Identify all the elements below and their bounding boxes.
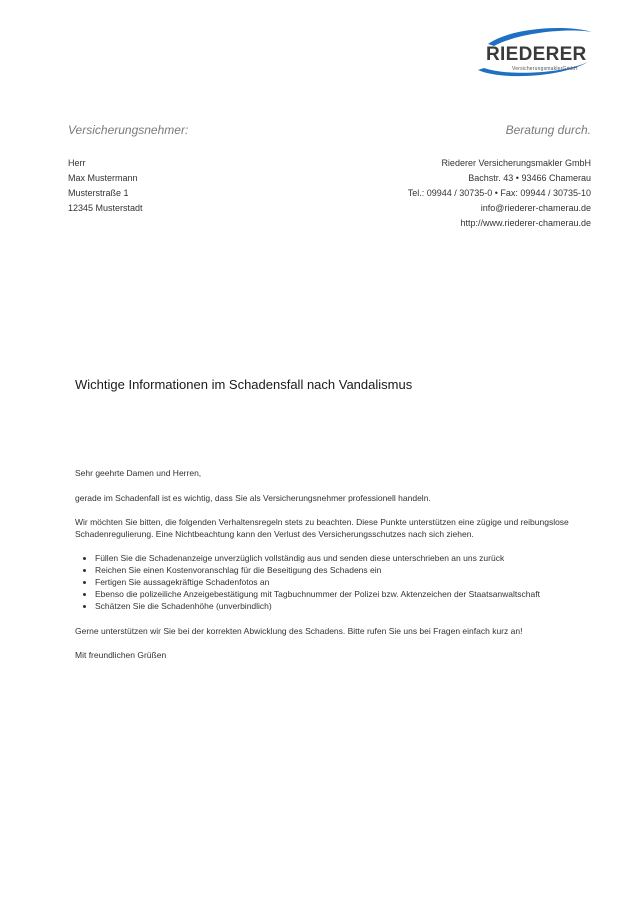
- advisor-website[interactable]: http://www.riederer-chamerau.de: [460, 218, 591, 228]
- recipient-line: Max Mustermann: [68, 173, 138, 183]
- policyholder-heading: Versicherungsnehmer:: [68, 123, 189, 137]
- logo-subtitle: VersicherungsmaklerGmbH: [512, 66, 578, 72]
- list-item: • Ebenso die polizeiliche Anzeigebestätigung mit Tagbuchnummer der Polizei bzw. Aktenzeichen der Staatsanwaltschaft: [95, 588, 575, 600]
- recipient-line: Herr: [68, 158, 86, 168]
- list-item: • Reichen Sie einen Kostenvoranschlag für die Beseitigung des Schadens ein: [95, 564, 575, 576]
- list-item: • Fertigen Sie aussagekräftige Schadenfotos an: [95, 576, 575, 588]
- recipient-address: [68, 156, 143, 216]
- paragraph-intro: gerade im Schadenfall ist es wichtig, dass Sie als Versicherungsnehmer professionell handeln.: [75, 493, 431, 503]
- letter-body: [75, 467, 575, 673]
- recipient-line: Musterstraße 1: [68, 188, 129, 198]
- paragraph-rules: Wir möchten Sie bitten, die folgenden Verhaltensregeln stets zu beachten. Diese Punkte unterstützen eine zügige und reibungslose Schadenregulierung. Eine Nichtbeachtung kann den Verlust des Versicherungsschutzes nach sich ziehen.: [75, 517, 569, 539]
- paragraph-closing: Gerne unterstützen wir Sie bei der korrekten Abwicklung des Schadens. Bitte rufen Sie uns bei Fragen einfach kurz an!: [75, 626, 523, 636]
- advisor-line: Riederer Versicherungsmakler GmbH: [441, 158, 591, 168]
- advisor-line: Bachstr. 43 • 93466 Chamerau: [468, 173, 591, 183]
- sign-off: Mit freundlichen Grüßen: [75, 650, 167, 660]
- company-logo: [470, 22, 600, 82]
- letter-title: Wichtige Informationen im Schadensfall nach Vandalismus: [75, 377, 413, 392]
- advisor-line: Tel.: 09944 / 30735-0 • Fax: 09944 / 30735-10: [407, 188, 591, 198]
- recipient-line: 12345 Musterstadt: [68, 203, 143, 213]
- rules-list: [75, 552, 575, 612]
- logo-wordmark: RIEDERER: [486, 44, 587, 65]
- list-item: • Schätzen Sie die Schadenhöhe (unverbindlich): [95, 600, 575, 612]
- advisor-heading: Beratung durch.: [505, 123, 591, 137]
- salutation: Sehr geehrte Damen und Herren,: [75, 468, 202, 478]
- advisor-address: [408, 156, 591, 231]
- advisor-email[interactable]: info@riederer-chamerau.de: [480, 203, 591, 213]
- list-item: • Füllen Sie die Schadenanzeige unverzüglich vollständig aus und senden diese unterschrieben an uns zurück: [95, 552, 575, 564]
